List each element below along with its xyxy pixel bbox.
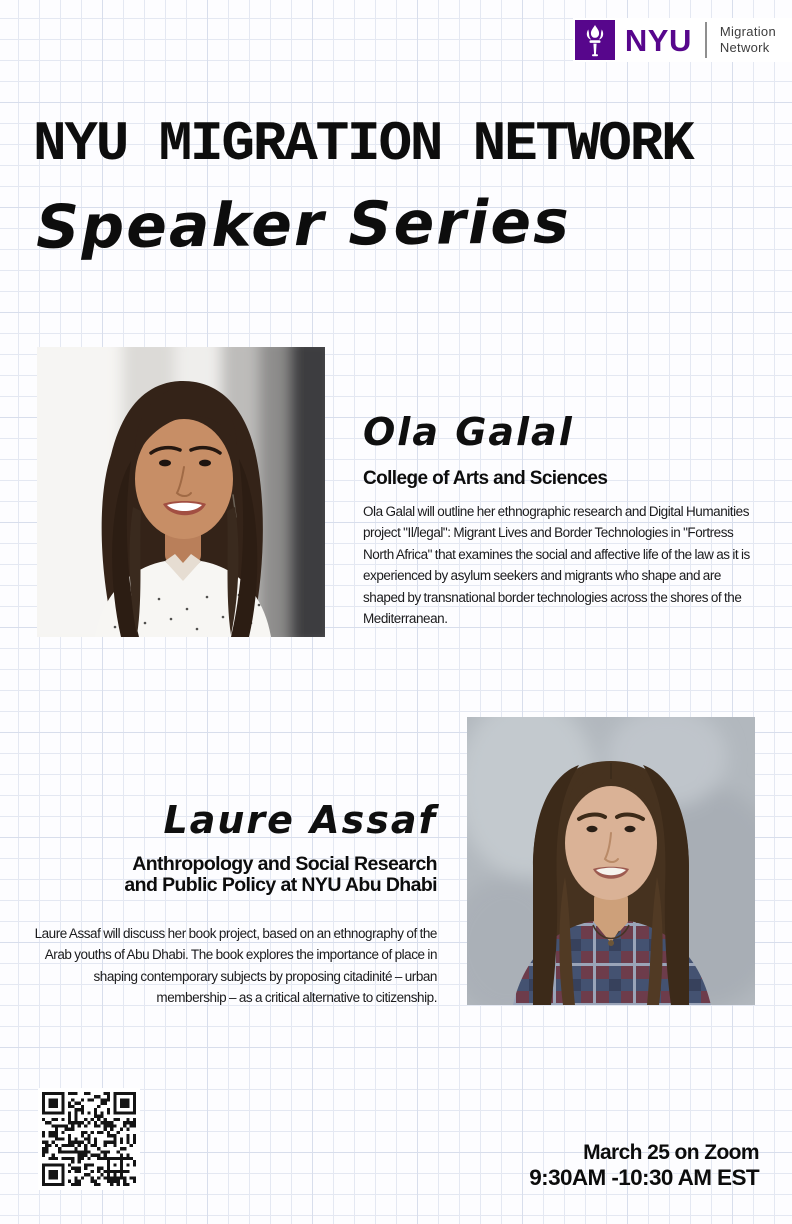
qr-code (38, 1088, 140, 1190)
speaker-name: Ola Galal (363, 410, 574, 454)
nyu-wordmark: NYU (624, 22, 692, 58)
logo-org-line1: Migration (719, 24, 776, 39)
page-subtitle: Speaker Series (35, 187, 572, 263)
speaker-affiliation: College of Arts and Sciences (363, 467, 608, 489)
speaker-bio: Laure Assaf will discuss her book project, based on an ethnography of the Arab youths of Abu Dhabi. The book explores the importance of place in shaping contemporary subjects by proposing citadinité – urban membership – as a critical alternative to citizenship. (34, 925, 437, 1006)
nyu-torch-icon (575, 20, 615, 60)
speaker-affiliation (27, 854, 437, 896)
laure-assaf-photo (467, 717, 755, 1005)
speaker-text-laure-assaf (27, 798, 437, 1009)
event-time: 9:30AM -10:30 AM EST (529, 1164, 759, 1190)
page-title: NYU MIGRATION NETWORK (33, 112, 693, 176)
speaker-affiliation-line1: Anthropology and Social Research (132, 852, 437, 875)
event-date: March 25 on Zoom (583, 1141, 759, 1165)
speaker-name: Laure Assaf (163, 798, 437, 842)
speaker-affiliation-line2: and Public Policy at NYU Abu Dhabi (124, 873, 437, 896)
ola-galal-photo (37, 347, 325, 637)
speaker-text-ola-galal (363, 410, 761, 630)
logo-org-line2: Network (719, 40, 770, 55)
event-details (529, 1141, 759, 1190)
speaker-bio: Ola Galal will outline her ethnographic research and Digital Humanities project "Il/legal": Migrant Lives and Border Technologies in "Fortress North Africa" that examines the social and affective life of the law as it is experienced by asylum seekers and migrants who shape and are shaped by transnational border technologies across the shores of the Mediterranean. (363, 503, 750, 627)
logo-divider (705, 22, 707, 58)
logo-org-name (720, 24, 776, 56)
nyu-logo (573, 18, 792, 62)
